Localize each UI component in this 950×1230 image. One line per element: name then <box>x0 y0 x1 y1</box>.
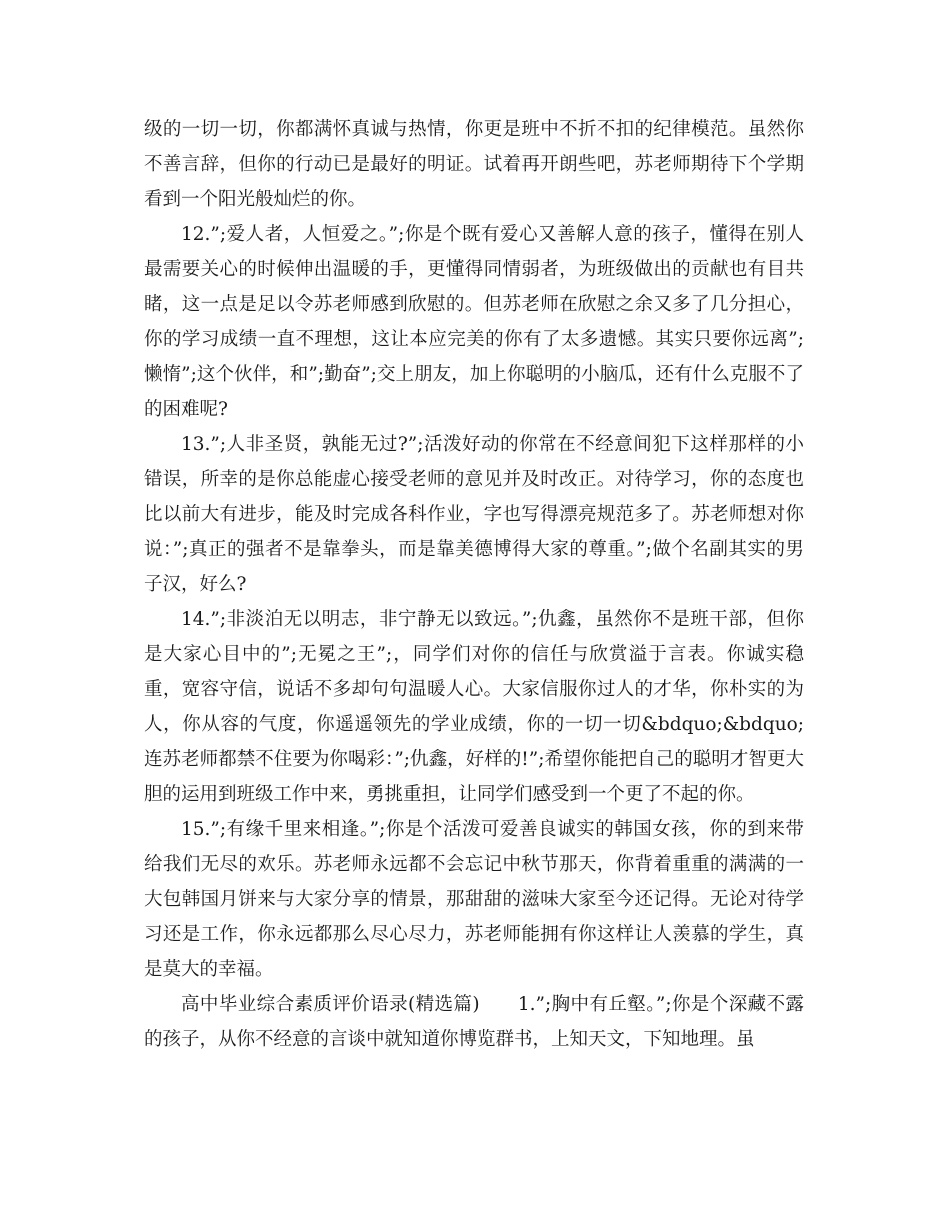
paragraph-continued: 级的一切一切，你都满怀真诚与热情，你更是班中不折不扣的纪律模范。虽然你不善言辞，但你的行动已是最好的明证。试着再开朗些吧，苏老师期待下个学期看到一个阳光般灿烂的你。 <box>144 119 804 210</box>
paragraph-14: 14.”;非淡泊无以明志，非宁静无以致远。”;仇鑫，虽然你不是班干部，但你是大家心目中的”;无冕之王”;，同学们对你的信任与欣赏溢于言表。你诚实稳重，宽容守信，说话不多却句句温暖人心。大家信服你过人的才华，你朴实的为人，你从容的气度，你遥遥领先的学业成绩，你的一切一切&bdquo;&bdquo;连苏老师都禁不住要为你喝彩：”;仇鑫，好样的!”;希望你能把自己的聪明才智更大胆的运用到班级工作中来，勇挑重担，让同学们感受到一个更了不起的你。 <box>144 609 804 805</box>
paragraph-13: 13.”;人非圣贤，孰能无过?”;活泼好动的你常在不经意间犯下这样那样的小错误，所幸的是你总能虚心接受老师的意见并及时改正。对待学习，你的态度也比以前大有进步，能及时完成各科作业，字也写得漂亮规范多了。苏老师想对你说：”;真正的强者不是靠拳头，而是靠美德博得大家的尊重。”;做个名副其实的男子汉，好么? <box>144 434 804 595</box>
document-body <box>144 112 804 1057</box>
paragraph-15: 15.”;有缘千里来相逢。”;你是个活泼可爱善良诚实的韩国女孩，你的到来带给我们无尽的欢乐。苏老师永远都不会忘记中秋节那天，你背着重重的满满的一大包韩国月饼来与大家分享的情景，那甜甜的滋味大家至今还记得。无论对待学习还是工作，你永远都那么尽心尽力，苏老师能拥有你这样让人羡慕的学生，真是莫大的幸福。 <box>144 819 804 980</box>
paragraph-12: 12.”;爱人者，人恒爱之。”;你是个既有爱心又善解人意的孩子，懂得在别人最需要关心的时候伸出温暖的手，更懂得同情弱者，为班级做出的贡献也有目共睹，这一点是足以令苏老师感到欣慰的。但苏老师在欣慰之余又多了几分担心，你的学习成绩一直不理想，这让本应完美的你有了太多遗憾。其实只要你远离”;懒惰”;这个伙伴，和”;勤奋”;交上朋友，加上你聪明的小脑瓜，还有什么克服不了的困难呢? <box>144 224 804 420</box>
paragraph-section-start: 高中毕业综合素质评价语录(精选篇) 1.”;胸中有丘壑。”;你是个深藏不露的孩子，从你不经意的言谈中就知道你博览群书，上知天文，下知地理。虽 <box>144 994 804 1050</box>
